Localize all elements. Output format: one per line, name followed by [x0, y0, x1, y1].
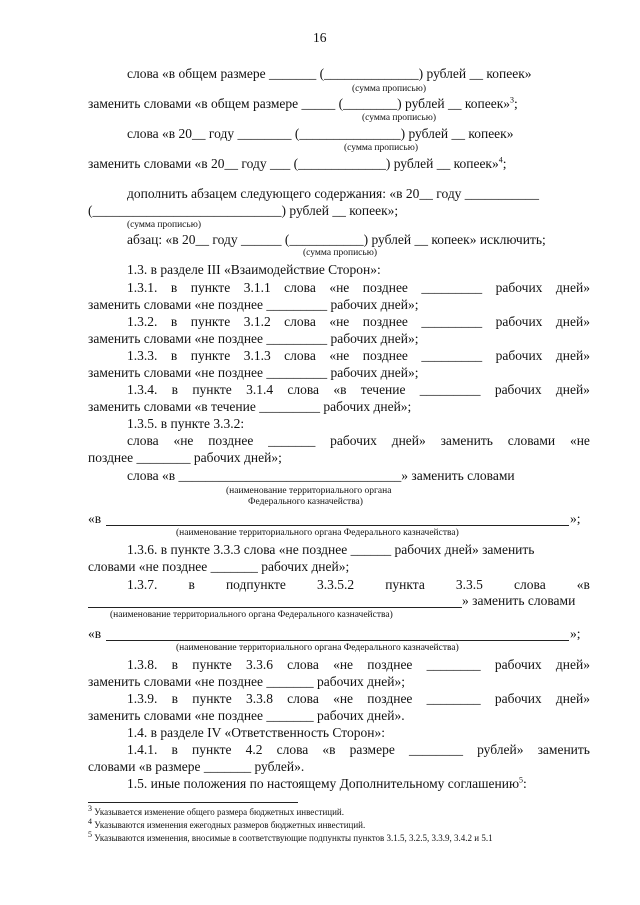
word: _________: [421, 314, 483, 329]
word: ________: [426, 691, 481, 706]
justified-line: [127, 314, 590, 330]
word: «не: [569, 433, 590, 448]
word: слова: [514, 577, 546, 592]
word: «не: [173, 433, 194, 448]
word: слова: [284, 348, 316, 363]
section-heading: 1.4. в разделе IV «Ответственность Сторон»:: [127, 725, 385, 740]
word: размере: [349, 742, 395, 757]
word: течение: [360, 382, 406, 397]
word: ________: [426, 657, 481, 672]
text-line: словами «в размере _______ рублей».: [88, 759, 305, 774]
field-caption: (наименование территориального органа Федерального казначейства): [176, 528, 459, 538]
word: 3.1.3: [243, 348, 271, 363]
word: 3.1.2: [243, 314, 271, 329]
text-line: заменить словами «не позднее _______ рабочих дней»;: [88, 674, 405, 689]
text-line: заменить словами «не позднее _________ рабочих дней»;: [88, 331, 419, 346]
word: «не: [329, 348, 350, 363]
field-caption: (сумма прописью): [344, 143, 418, 153]
word: «не: [333, 657, 354, 672]
text-line: слова «в _________________________________» заменить словами: [127, 468, 515, 483]
word: рабочих: [495, 348, 543, 363]
word: рабочих: [494, 657, 542, 672]
word: _________: [419, 382, 481, 397]
word: дней»: [555, 657, 590, 672]
field-caption: (наименование территориального органа: [226, 486, 392, 496]
justified-line: [127, 348, 590, 364]
footnote-ref: 3: [510, 95, 515, 105]
word: 1.3.9.: [127, 691, 158, 706]
word: _________: [421, 348, 483, 363]
text-line: слова «в 20__ году ________ (_______________) рублей __ копеек»: [127, 126, 514, 141]
word: дней»: [391, 433, 426, 448]
word: 1.3.7.: [127, 577, 158, 592]
word: ________: [408, 742, 463, 757]
word: в: [188, 577, 195, 592]
text-line: »;: [570, 626, 581, 641]
field-caption: (сумма прописью): [362, 113, 436, 123]
word: в: [170, 280, 178, 295]
word: дней»: [555, 348, 590, 363]
word: «в: [576, 577, 590, 592]
justified-line: [127, 657, 590, 673]
word: «в: [333, 382, 347, 397]
word: рабочих: [494, 382, 542, 397]
justified-line: [127, 433, 590, 449]
word: позднее: [362, 314, 408, 329]
text-line: 1.3.5. в пункте 3.3.2:: [127, 416, 245, 431]
word: слова: [284, 314, 316, 329]
blank-field: [88, 607, 462, 608]
text-line: (____________________________) рублей __ копеек»;: [88, 203, 399, 218]
justified-line: [127, 280, 590, 296]
word: позднее: [367, 691, 413, 706]
word: слова: [284, 280, 316, 295]
text-line: словами «не позднее _______ рабочих дней»;: [88, 559, 350, 574]
word: позднее: [362, 348, 408, 363]
word: пункте: [190, 348, 231, 363]
word: пункте: [192, 657, 232, 672]
word: в: [171, 691, 178, 706]
text-line: 1.3.6. в пункте 3.3.3 слова «не позднее ______ рабочих дней» заменить: [127, 542, 535, 557]
word: пункте: [192, 382, 232, 397]
footnote: $^5$ Указываются изменения, вносимые в соответствующие подпункты пунктов 3.1.5, 3.2.5, 3.3.9, 3.4.2 и 5.1: [88, 830, 493, 843]
word: дней»: [555, 280, 590, 295]
word: заменить: [440, 433, 493, 448]
justified-line: [127, 577, 590, 593]
word: слова: [127, 433, 159, 448]
word: пункте: [192, 691, 232, 706]
word: позднее: [362, 280, 408, 295]
footnote-ref: 4: [498, 155, 503, 165]
word: слова: [287, 691, 319, 706]
word: 3.1.4: [246, 382, 274, 397]
word: 1.3.3.: [127, 348, 158, 363]
blank-field: [106, 525, 569, 526]
blank-field: [106, 640, 569, 641]
text-line: 1.5. иные положения по настоящему Дополнительному соглашению$^5$:: [127, 775, 527, 791]
text-line: заменить словами «не позднее _______ рабочих дней».: [88, 708, 405, 723]
word: рабочих: [495, 280, 543, 295]
word: рабочих: [330, 433, 377, 448]
justified-line: [127, 742, 590, 758]
word: _______: [268, 433, 316, 448]
word: позднее: [367, 657, 413, 672]
text-line: заменить словами «в общем размере _____ (________) рублей __ копеек»$^3$;: [88, 95, 518, 111]
footnote-ref: 5: [519, 775, 524, 785]
word: пункта: [385, 577, 425, 592]
text-line: позднее ________ рабочих дней»;: [88, 450, 282, 465]
word: 3.3.6: [245, 657, 273, 672]
word: в: [171, 382, 179, 397]
word: 1.4.1.: [127, 742, 158, 757]
word: рабочих: [495, 314, 543, 329]
word: рабочих: [494, 691, 542, 706]
justified-line: [127, 382, 590, 398]
field-caption: Федерального казначейства): [248, 497, 363, 507]
word: 3.1.1: [243, 280, 271, 295]
footnote: $^3$ Указывается изменение общего размера бюджетных инвестиций.: [88, 804, 344, 817]
text-line: »;: [570, 511, 581, 526]
field-caption: (наименование территориального органа Федерального казначейства): [110, 610, 393, 620]
word: в: [170, 314, 178, 329]
text-line: дополнить абзацем следующего содержания: «в 20__ году ___________: [127, 186, 540, 201]
text-line: «в: [88, 626, 102, 641]
word: дней»: [555, 382, 590, 397]
word: 3.3.8: [245, 691, 273, 706]
word: пункте: [192, 742, 232, 757]
word: 3.3.5.2: [316, 577, 355, 592]
text-line: абзац: «в 20__ году ______ (___________) рублей __ копеек» исключить;: [127, 232, 546, 247]
word: позднее: [208, 433, 254, 448]
word: рублей»: [477, 742, 524, 757]
footnote: $^4$ Указываются изменения ежегодных размеров бюджетных инвестиций.: [88, 817, 366, 830]
word: «не: [329, 280, 350, 295]
text-line: заменить словами «в 20__ году ___ (_____________) рублей __ копеек»$^4$;: [88, 155, 507, 171]
word: 4.2: [245, 742, 263, 757]
text-line: » заменить словами: [462, 593, 576, 608]
word: подпункте: [225, 577, 286, 592]
field-caption: (сумма прописью): [352, 84, 426, 94]
word: 1.3.8.: [127, 657, 158, 672]
field-caption: (сумма прописью): [303, 248, 377, 258]
word: слова: [287, 382, 320, 397]
text-line: слова «в общем размере _______ (______________) рублей __ копеек»: [127, 66, 532, 81]
word: в: [171, 742, 178, 757]
word: «не: [329, 314, 350, 329]
word: заменить: [537, 742, 590, 757]
word: в: [171, 657, 178, 672]
field-caption: (сумма прописью): [127, 220, 201, 230]
word: дней»: [555, 314, 590, 329]
text-line: «в: [88, 511, 102, 526]
word: пункте: [190, 280, 231, 295]
word: слова: [287, 657, 319, 672]
text-line: заменить словами «не позднее _________ рабочих дней»;: [88, 297, 419, 312]
word: 1.3.1.: [127, 280, 158, 295]
page-number: 16: [313, 30, 327, 45]
word: «в: [322, 742, 336, 757]
word: «не: [333, 691, 354, 706]
footnote-separator: [88, 802, 298, 803]
word: 1.3.4.: [127, 382, 158, 397]
word: 3.3.5: [455, 577, 483, 592]
word: пункте: [190, 314, 231, 329]
word: 1.3.2.: [127, 314, 158, 329]
word: _________: [421, 280, 483, 295]
word: словами: [507, 433, 556, 448]
word: дней»: [555, 691, 590, 706]
text-line: заменить словами «не позднее _________ рабочих дней»;: [88, 365, 419, 380]
section-heading: 1.3. в разделе III «Взаимодействие Сторон»:: [127, 262, 381, 277]
field-caption: (наименование территориального органа Федерального казначейства): [176, 643, 459, 653]
word: слова: [276, 742, 309, 757]
justified-line: [127, 691, 590, 707]
text-line: заменить словами «в течение _________ рабочих дней»;: [88, 399, 412, 414]
word: в: [170, 348, 178, 363]
